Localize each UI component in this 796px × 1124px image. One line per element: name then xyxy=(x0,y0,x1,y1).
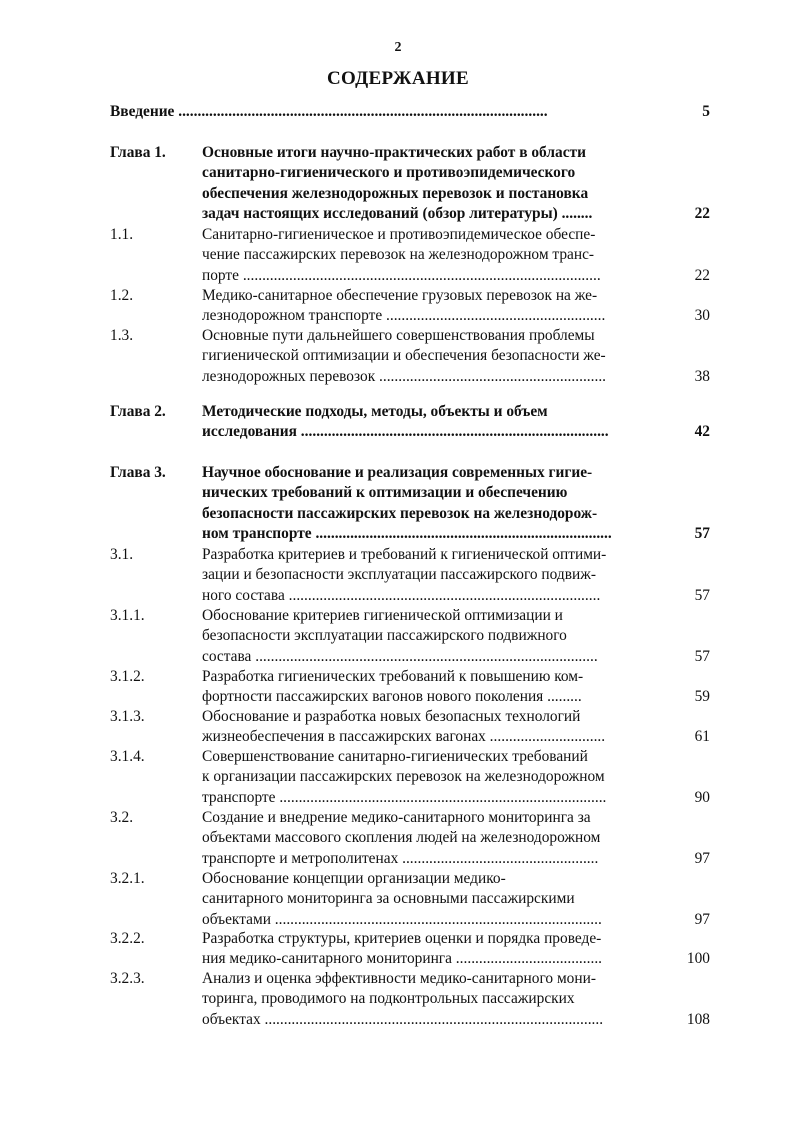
toc-entry-line: порте ............................................................................................. xyxy=(202,266,601,284)
toc-entry-number: 3.1.4. xyxy=(110,748,145,765)
toc-entry-line: Обоснование и разработка новых безопасных технологий xyxy=(202,708,581,725)
toc-entry-number: 3.2.3. xyxy=(110,970,145,987)
toc-entry-page: 90 xyxy=(694,788,710,806)
toc-entry xyxy=(110,326,710,387)
toc-entry-page: 57 xyxy=(694,586,710,604)
toc-entry-line: лезнодорожных перевозок ........................................................... xyxy=(202,367,607,385)
toc-entry-page: 38 xyxy=(694,367,710,385)
toc-entry-line: санитарного мониторинга за основными пассажирскими xyxy=(202,890,575,908)
toc-entry-line: Санитарно-гигиеническое и противоэпидемическое обеспе- xyxy=(202,226,596,243)
toc-entry-number: Глава 2. xyxy=(110,403,166,420)
toc-entry xyxy=(110,929,710,970)
toc-entry-line: лезнодорожном транспорте ......................................................... xyxy=(202,307,606,325)
toc-entry xyxy=(110,869,710,930)
toc-entry-page: 97 xyxy=(694,849,710,867)
toc-entry-page: 59 xyxy=(694,688,710,706)
toc-entry-page: 22 xyxy=(694,266,710,284)
toc-entry-line: гигиенической оптимизации и обеспечения безопасности же- xyxy=(202,347,606,365)
toc-entry-line: жизнеобеспечения в пассажирских вагонах .............................. xyxy=(202,728,606,746)
toc-entry-line: Обоснование критериев гигиенической оптимизации и xyxy=(202,607,563,624)
toc-entry xyxy=(110,402,710,443)
toc-entry xyxy=(110,707,710,748)
toc-entry-line: исследования ................................................................................ xyxy=(202,423,609,441)
toc-entry-page: 30 xyxy=(694,307,710,325)
toc-entry-title xyxy=(202,545,662,606)
toc-entry xyxy=(110,102,710,122)
toc-entry-page: 57 xyxy=(694,524,710,542)
toc-entry xyxy=(110,545,710,606)
toc-entry-line: задач настоящих исследований (обзор литературы) ........ xyxy=(202,204,593,222)
toc-entry-number: 3.2.2. xyxy=(110,930,145,947)
toc-entry-line: ния медико-санитарного мониторинга ...................................... xyxy=(202,950,603,968)
toc-entry-number: 3.2. xyxy=(110,809,134,826)
toc-entry-title xyxy=(202,402,662,443)
toc-entry xyxy=(110,225,710,286)
page-number: 2 xyxy=(394,40,402,55)
toc-entry-line: фортности пассажирских вагонов нового поколения ......... xyxy=(202,688,582,706)
toc-entry-title xyxy=(202,326,662,387)
toc-entry-line: Совершенствование санитарно-гигиенических требований xyxy=(202,748,588,765)
toc-entry-line: Создание и внедрение медико-санитарного мониторинга за xyxy=(202,809,591,826)
toc-entry-line: нических требований к оптимизации и обеспечению xyxy=(202,484,568,502)
toc-entry-page: 42 xyxy=(694,423,710,441)
toc-entry-line: Разработка структуры, критериев оценки и порядка проведе- xyxy=(202,930,602,947)
toc-entry-number: Глава 1. xyxy=(110,144,166,161)
toc-entry-line: Анализ и оценка эффективности медико-санитарного мони- xyxy=(202,970,596,987)
toc-entry-line: к организации пассажирских перевозок на железнодорожном xyxy=(202,768,605,786)
toc-entry-title xyxy=(202,969,662,1030)
toc-entry-line: Методические подходы, методы, объекты и объем xyxy=(202,403,548,420)
toc-entry-line: санитарно-гигиенического и противоэпидемического xyxy=(202,164,576,182)
toc-entry-line: Медико-санитарное обеспечение грузовых перевозок на же- xyxy=(202,287,598,304)
toc-entry-number: 1.1. xyxy=(110,226,134,243)
toc-entry-title xyxy=(202,747,662,808)
toc-entry xyxy=(110,747,710,808)
toc-entry-title xyxy=(202,143,662,224)
toc-entry-line: Разработка критериев и требований к гигиенической оптими- xyxy=(202,546,607,563)
toc-entry-page: 57 xyxy=(694,647,710,665)
toc-entry xyxy=(110,667,710,708)
toc-entry xyxy=(110,143,710,224)
toc-entry-line: ном транспорте ............................................................................. xyxy=(202,524,612,542)
toc-entry-line: состава ......................................................................................... xyxy=(202,647,598,665)
toc-entry xyxy=(110,463,710,544)
toc-entry-title xyxy=(202,667,662,708)
toc-entry-page: 97 xyxy=(694,910,710,928)
toc-entry-page: 5 xyxy=(702,103,710,120)
toc-entry-number: 1.3. xyxy=(110,327,134,344)
toc-entry-line: чение пассажирских перевозок на железнодорожном транс- xyxy=(202,246,595,264)
toc-entry-number: 3.2.1. xyxy=(110,870,145,887)
toc-entry-page: 61 xyxy=(694,728,710,746)
toc-entry-page: 22 xyxy=(694,204,710,222)
toc-entry-line: торинга, проводимого на подконтрольных пассажирских xyxy=(202,990,575,1008)
toc-entry-number: 3.1.1. xyxy=(110,607,145,624)
toc-entry-number: 3.1.3. xyxy=(110,708,145,725)
toc-entry-line: объектами массового скопления людей на железнодорожном xyxy=(202,829,601,847)
toc-entry-line: Научное обоснование и реализация современных гигие- xyxy=(202,464,593,481)
toc-entry-line: Основные итоги научно-практических работ в области xyxy=(202,144,586,161)
toc-entry-number: 1.2. xyxy=(110,287,134,304)
toc-entry-title xyxy=(110,102,665,122)
toc-entry-line: Введение ................................................................................................ xyxy=(110,103,548,120)
toc-entry-title xyxy=(202,606,662,667)
toc-entry-line: зации и безопасности эксплуатации пассажирского подвиж- xyxy=(202,566,597,584)
toc-entry-page: 108 xyxy=(686,1010,710,1028)
toc-entry-line: транспорте ..................................................................................... xyxy=(202,788,607,806)
toc-entry-title xyxy=(202,929,662,970)
toc-entry-title xyxy=(202,463,662,544)
toc-entry xyxy=(110,969,710,1030)
toc-entry-title xyxy=(202,808,662,869)
toc-entry xyxy=(110,606,710,667)
toc-entry-number: 3.1. xyxy=(110,546,134,563)
document-title: СОДЕРЖАНИЕ xyxy=(327,68,469,89)
toc-entry-number: 3.1.2. xyxy=(110,668,145,685)
toc-entry-title xyxy=(202,707,662,748)
toc-entry xyxy=(110,808,710,869)
toc-entry-page: 100 xyxy=(686,950,710,968)
toc-entry-line: ного состава ................................................................................. xyxy=(202,586,601,604)
toc-entry-line: объектами ..................................................................................... xyxy=(202,910,602,928)
toc-entry-line: Основные пути дальнейшего совершенствования проблемы xyxy=(202,327,595,344)
toc-entry-title xyxy=(202,225,662,286)
toc-entry-line: Обоснование концепции организации медико- xyxy=(202,870,506,887)
toc-entry-line: безопасности пассажирских перевозок на железнодорож- xyxy=(202,504,598,522)
toc-entry-title xyxy=(202,286,662,327)
toc-entry-line: Разработка гигиенических требований к повышению ком- xyxy=(202,668,584,685)
toc-entry xyxy=(110,286,710,327)
toc-entry-line: объектах ........................................................................................ xyxy=(202,1010,604,1028)
toc-entry-line: транспорте и метрополитенах ................................................... xyxy=(202,849,599,867)
toc-entry-line: обеспечения железнодорожных перевозок и постановка xyxy=(202,184,589,202)
toc-entry-title xyxy=(202,869,662,930)
toc-entry-line: безопасности эксплуатации пассажирского подвижного xyxy=(202,627,567,645)
toc-entry-number: Глава 3. xyxy=(110,464,166,481)
